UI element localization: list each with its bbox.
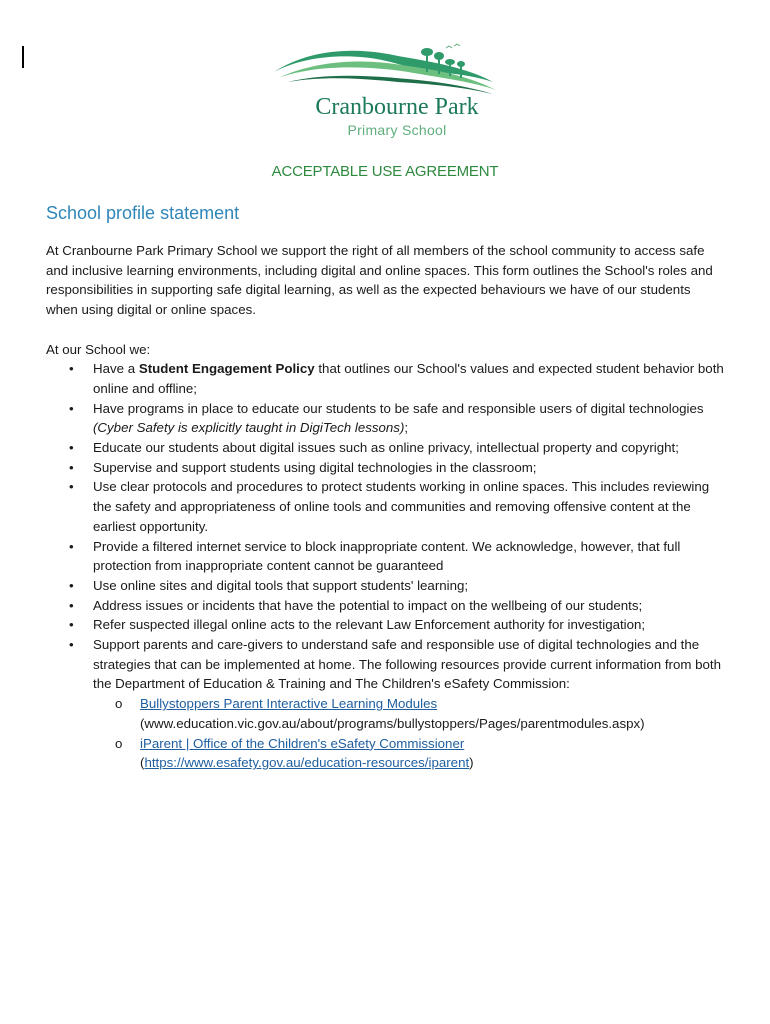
bullet-marker: • xyxy=(69,400,74,416)
bullet-marker: • xyxy=(69,440,74,456)
text-cursor xyxy=(22,46,24,68)
list-item-text: Have a xyxy=(93,361,139,377)
list-item xyxy=(46,359,726,398)
bullet-marker: • xyxy=(69,617,74,633)
resources-list xyxy=(93,694,726,773)
section-heading: School profile statement xyxy=(46,203,240,223)
list-item xyxy=(46,438,726,458)
list-item xyxy=(46,635,726,773)
list-item-text: Educate our students about digital issues such as online privacy, intellectual property and copyright; xyxy=(93,440,679,456)
bullet-marker: • xyxy=(69,597,74,613)
bullystoppers-url-text: (www.education.vic.gov.au/about/programs/bullystoppers/Pages/parentmodules.aspx) xyxy=(140,715,645,731)
cyber-safety-note: (Cyber Safety is explicitly taught in DigiTech lessons) xyxy=(93,420,405,436)
iparent-link[interactable]: iParent | Office of the Children's eSafety Commissioner xyxy=(140,735,465,751)
bullet-marker: • xyxy=(69,538,74,554)
school-logo xyxy=(268,42,508,142)
logo-school-subtitle: Primary School xyxy=(347,122,447,138)
list-item-text: Use clear protocols and procedures to protect students working in online spaces. This includes reviewing the safety and appropriateness of online tools and communities and removing offensive content at the earliest opportunity. xyxy=(93,479,710,534)
list-item xyxy=(46,537,726,576)
list-item xyxy=(46,399,726,438)
iparent-url-close-paren: ) xyxy=(469,755,474,771)
bullystoppers-link[interactable]: Bullystoppers Parent Interactive Learning Modules xyxy=(140,696,438,712)
sub-bullet-marker: o xyxy=(115,696,123,712)
list-item-text: that outlines our School's values and expected student behavior both online and offline; xyxy=(93,361,724,396)
list-item xyxy=(46,477,726,536)
bullet-marker: • xyxy=(69,361,74,377)
list-item-text: Refer suspected illegal online acts to the relevant Law Enforcement authority for investigation; xyxy=(93,617,646,633)
document-title: ACCEPTABLE USE AGREEMENT xyxy=(271,163,499,180)
list-item-text: Support parents and care-givers to understand safe and responsible use of digital technologies and the strategies that can be implemented at home. The following resources provide current information from both the Department of Education & Training and The Children's eSafety Commission: xyxy=(93,637,721,692)
list-item-text: Use online sites and digital tools that support students' learning; xyxy=(93,577,469,593)
lead-in-text: At our School we: xyxy=(46,341,151,357)
list-item-text: Address issues or incidents that have the potential to impact on the wellbeing of our students; xyxy=(93,597,643,613)
bullet-marker: • xyxy=(69,577,74,593)
iparent-url-open-paren: ( xyxy=(140,755,145,771)
list-item xyxy=(46,458,726,478)
list-item-text: Provide a filtered internet service to block inappropriate content. We acknowledge, however, that full protection from inappropriate content cannot be guaranteed xyxy=(93,538,681,574)
iparent-url-link[interactable]: https://www.esafety.gov.au/education-resources/iparent xyxy=(144,755,470,771)
commitments-list xyxy=(46,359,726,773)
bullet-marker: • xyxy=(69,479,74,495)
sub-bullet-marker: o xyxy=(115,735,123,751)
document-body xyxy=(46,241,726,773)
logo-swoosh-graphic xyxy=(268,42,508,102)
bullet-marker: • xyxy=(69,459,74,475)
list-item-text: Supervise and support students using digital technologies in the classroom; xyxy=(93,459,537,475)
intro-paragraph: At Cranbourne Park Primary School we support the right of all members of the school community to access safe and inclusive learning environments, including digital and online spaces. This form outlines the School's roles and responsibilities in supporting safe digital learning, as well as the expected behaviours we have of our students when using digital or online spaces. xyxy=(46,243,713,318)
list-item xyxy=(46,576,726,596)
list-item-text: ; xyxy=(404,420,409,436)
logo-school-name: Cranbourne Park xyxy=(315,94,479,120)
list-item xyxy=(46,615,726,635)
bullet-marker: • xyxy=(69,637,74,653)
resource-item xyxy=(93,694,726,733)
policy-name-bold: Student Engagement Policy xyxy=(138,361,315,377)
list-item-text: Have programs in place to educate our students to be safe and responsible users of digital technologies xyxy=(93,400,704,416)
list-item xyxy=(46,596,726,616)
resource-item xyxy=(93,734,726,773)
